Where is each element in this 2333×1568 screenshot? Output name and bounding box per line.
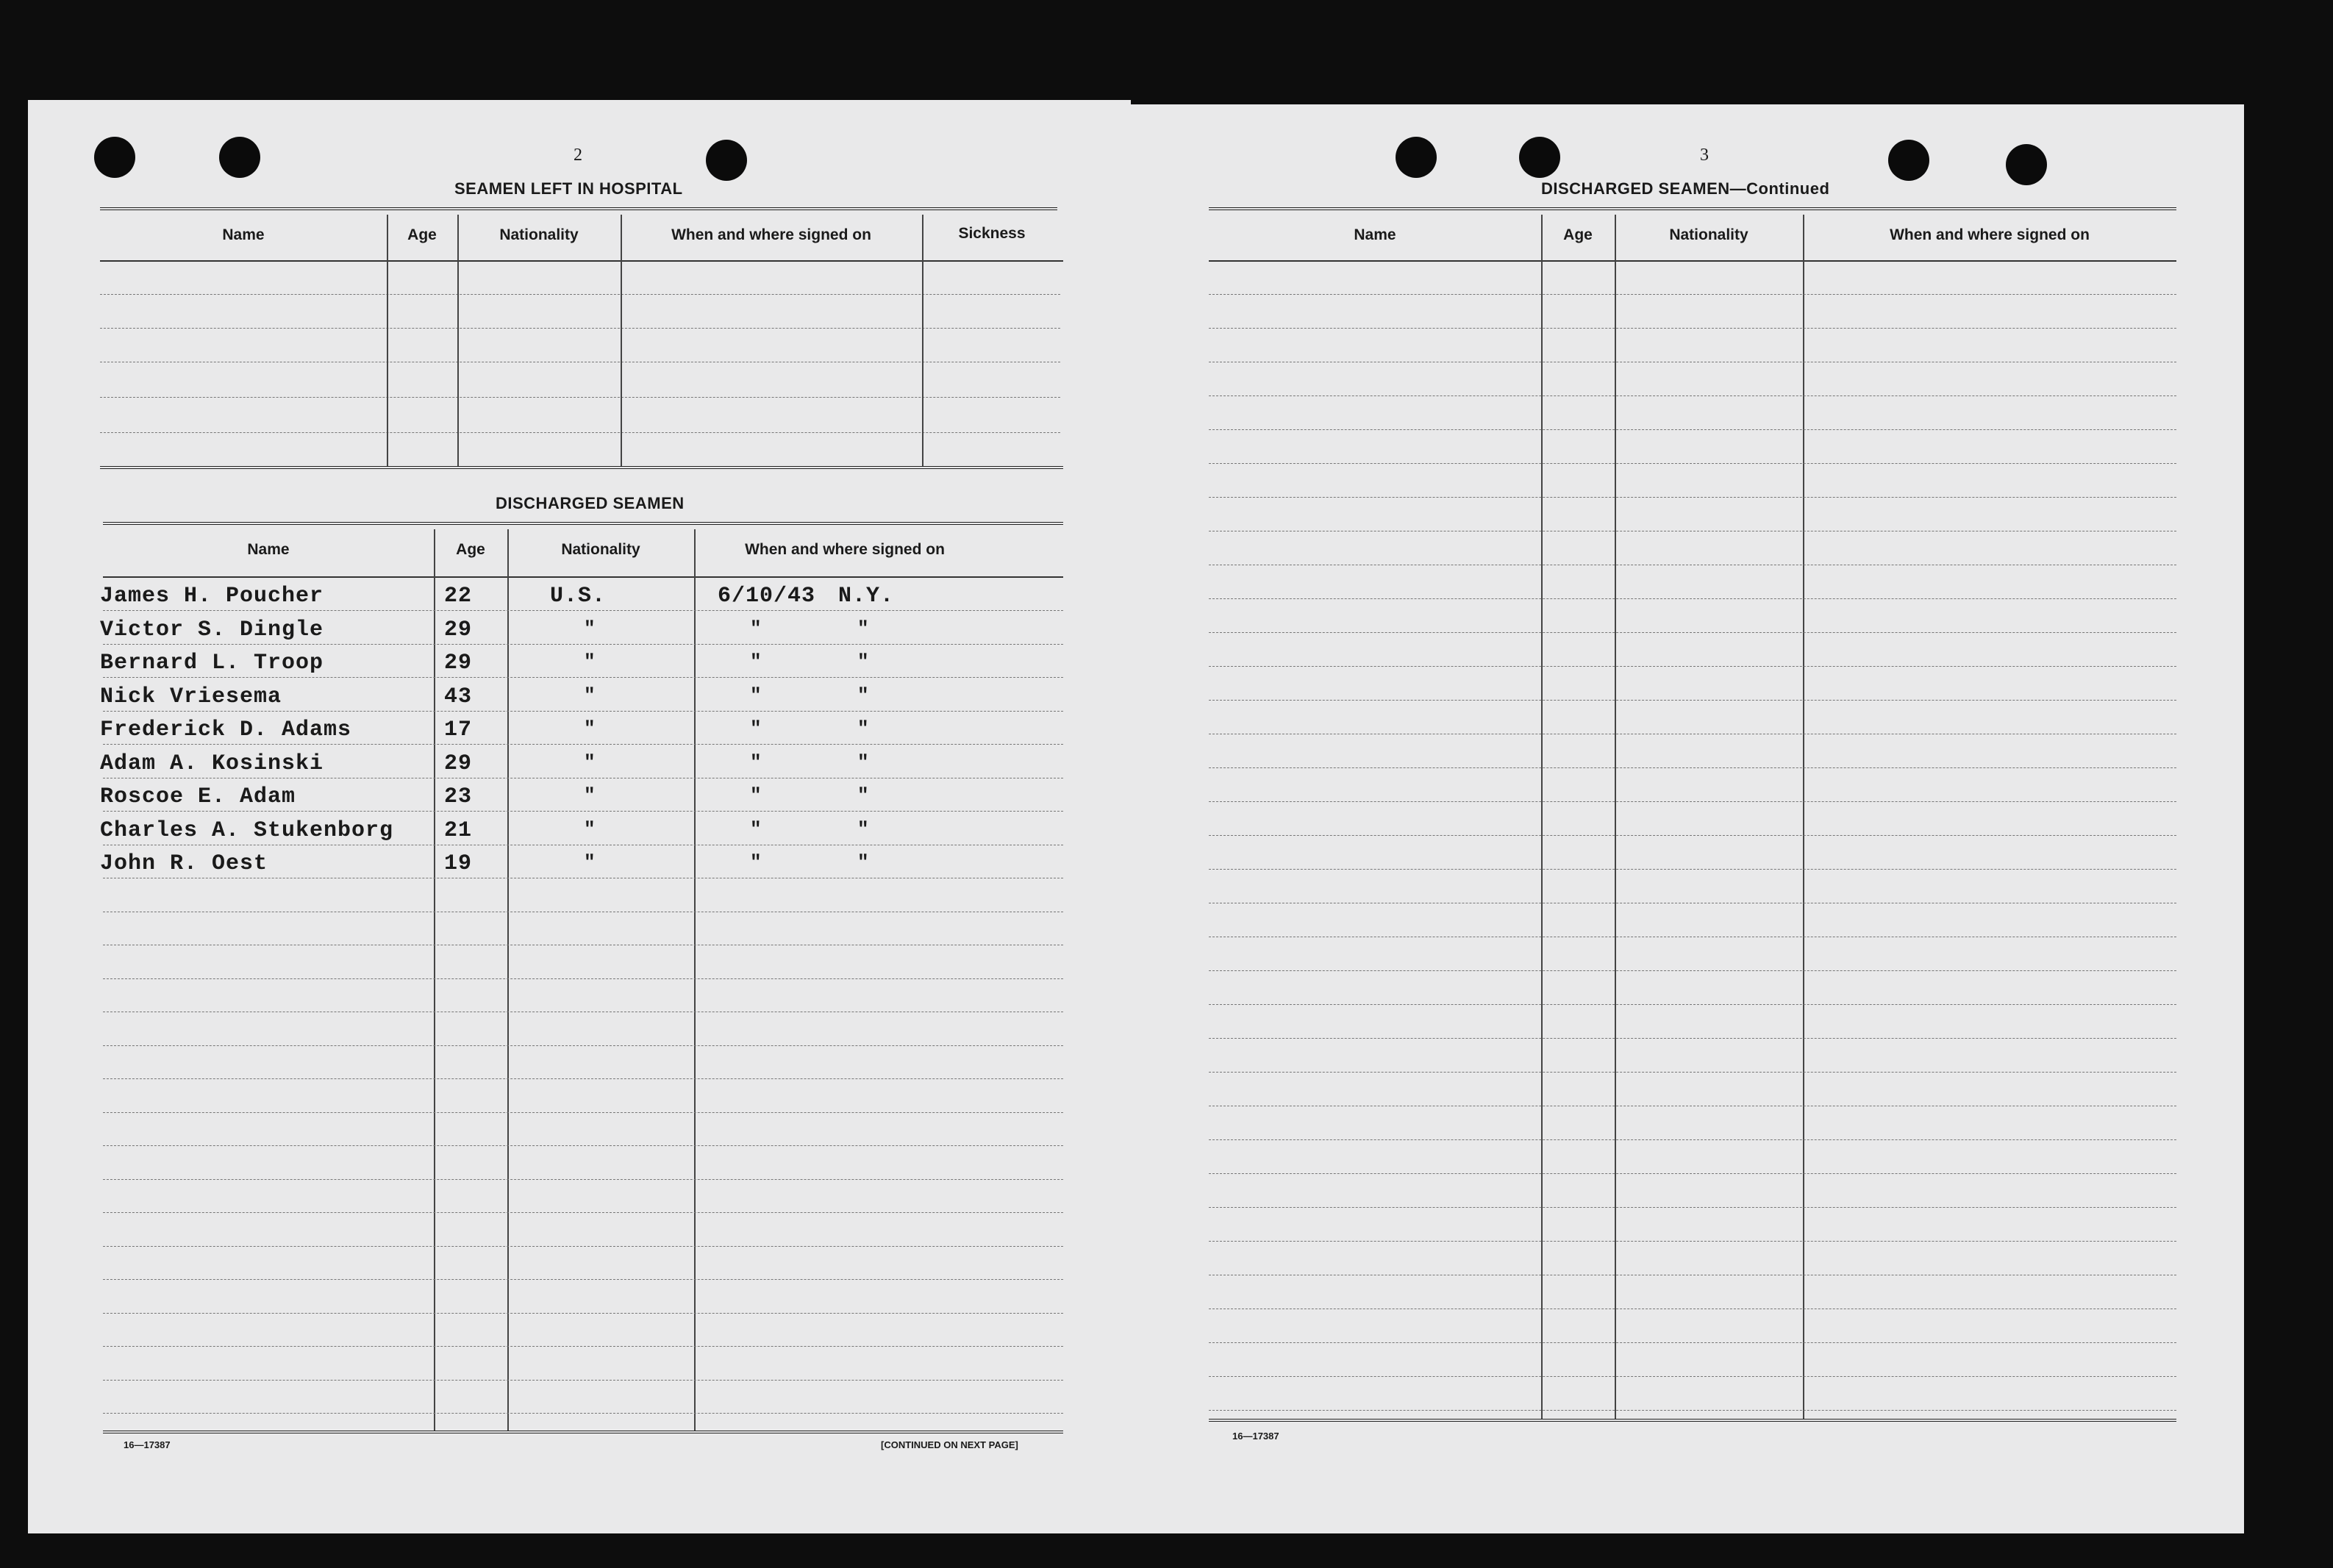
seaman-name: Nick Vriesema — [100, 684, 282, 709]
form-number: 16—17387 — [1232, 1431, 1279, 1442]
signed-on-date: " — [750, 617, 762, 640]
seaman-nationality: " — [584, 684, 596, 706]
table-rule — [1209, 395, 2176, 396]
signed-on-place: " — [857, 684, 869, 706]
seaman-name: Charles A. Stukenborg — [100, 817, 394, 843]
table-rule — [1209, 1038, 2176, 1039]
col-header-nationality: Nationality — [561, 541, 640, 558]
seaman-age: 29 — [444, 651, 473, 676]
seaman-name: Roscoe E. Adam — [100, 784, 296, 809]
seaman-nationality: " — [584, 851, 596, 873]
col-header-nationality: Nationality — [1669, 226, 1748, 243]
seaman-name: James H. Poucher — [100, 584, 324, 609]
table-rule — [1209, 869, 2176, 870]
signed-on-place: N.Y. — [838, 584, 895, 609]
form-number: 16—17387 — [124, 1439, 171, 1450]
signed-on-date: " — [750, 851, 762, 873]
table-rule — [1209, 835, 2176, 836]
seaman-name: Victor S. Dingle — [100, 617, 324, 642]
continued-section-title: DISCHARGED SEAMEN—Continued — [1541, 179, 1830, 198]
discharged-section-title: DISCHARGED SEAMEN — [496, 494, 685, 512]
seaman-nationality: " — [584, 817, 596, 840]
col-header-name: Name — [247, 541, 290, 558]
page-number: 3 — [1700, 146, 1709, 165]
table-rule — [1209, 1072, 2176, 1073]
signed-on-place: " — [857, 717, 869, 740]
table-rule — [1209, 1139, 2176, 1140]
seaman-name: Frederick D. Adams — [100, 717, 352, 742]
table-rule — [1209, 294, 2176, 295]
table-rule — [1209, 1207, 2176, 1208]
signed-on-place: " — [857, 617, 869, 640]
seaman-age: 29 — [444, 751, 473, 776]
seaman-nationality: " — [584, 717, 596, 740]
seaman-age: 43 — [444, 684, 473, 709]
col-header-signed-on: When and where signed on — [671, 226, 871, 243]
table-rule — [1209, 1376, 2176, 1377]
seaman-age: 21 — [444, 817, 473, 843]
seaman-age: 22 — [444, 584, 473, 609]
col-header-age: Age — [1563, 226, 1593, 243]
seaman-name: Adam A. Kosinski — [100, 751, 324, 776]
col-header-age: Age — [456, 541, 485, 558]
seaman-nationality: " — [584, 751, 596, 773]
signed-on-date: " — [750, 717, 762, 740]
col-header-age: Age — [407, 226, 437, 243]
signed-on-date: " — [750, 751, 762, 773]
table-rule — [1209, 1004, 2176, 1005]
signed-on-place: " — [857, 751, 869, 773]
table-rule — [1209, 1410, 2176, 1411]
seaman-age: 17 — [444, 717, 473, 742]
signed-on-place: " — [857, 817, 869, 840]
table-rule — [1209, 328, 2176, 329]
col-header-sickness: Sickness — [958, 225, 1026, 242]
hospital-section-title: SEAMEN LEFT IN HOSPITAL — [454, 179, 683, 198]
signed-on-place: " — [857, 784, 869, 806]
signed-on-place: " — [857, 851, 869, 873]
seaman-nationality: " — [584, 784, 596, 806]
table-rule — [1209, 260, 2176, 262]
signed-on-date: " — [750, 651, 762, 673]
seaman-age: 29 — [444, 617, 473, 642]
table-rule — [1209, 767, 2176, 768]
seaman-age: 19 — [444, 851, 473, 876]
page-number: 2 — [574, 146, 582, 165]
col-header-signed-on: When and where signed on — [1890, 226, 2090, 243]
table-rule — [1209, 666, 2176, 667]
signed-on-date: 6/10/43 — [718, 584, 816, 609]
table-rule — [1209, 1342, 2176, 1343]
col-header-signed-on: When and where signed on — [745, 541, 945, 558]
table-rule — [1209, 463, 2176, 464]
table-rule — [1209, 1419, 2176, 1422]
signed-on-date: " — [750, 684, 762, 706]
col-header-nationality: Nationality — [499, 226, 579, 243]
table-rule — [1209, 970, 2176, 971]
table-rule — [1209, 497, 2176, 498]
table-rule — [1209, 700, 2176, 701]
col-header-name: Name — [222, 226, 265, 243]
signed-on-date: " — [750, 784, 762, 806]
seaman-name: Bernard L. Troop — [100, 651, 324, 676]
table-rule — [1209, 801, 2176, 802]
table-rule — [1209, 207, 2176, 210]
continued-note: [CONTINUED ON NEXT PAGE] — [881, 1439, 1018, 1450]
signed-on-date: " — [750, 817, 762, 840]
signed-on-place: " — [857, 651, 869, 673]
seaman-nationality: " — [584, 617, 596, 640]
table-rule — [1209, 429, 2176, 430]
table-rule — [1209, 598, 2176, 599]
seaman-nationality: U.S. — [550, 584, 607, 609]
seaman-nationality: " — [584, 651, 596, 673]
table-rule — [1209, 1241, 2176, 1242]
seaman-age: 23 — [444, 784, 473, 809]
seaman-name: John R. Oest — [100, 851, 268, 876]
table-rule — [1209, 632, 2176, 633]
col-header-name: Name — [1354, 226, 1396, 243]
table-rule — [1209, 1173, 2176, 1174]
